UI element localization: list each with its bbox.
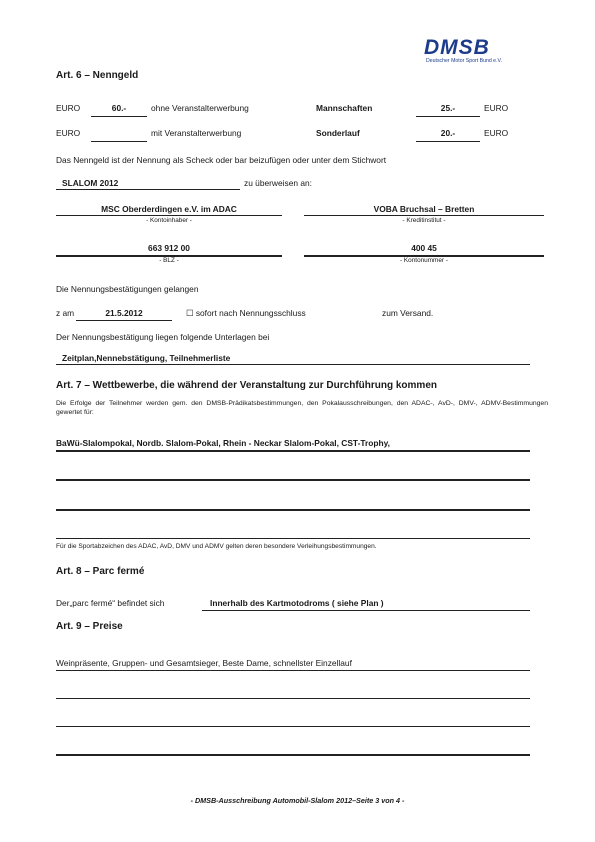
immediate-checkbox[interactable]: ☐ sofort nach Nennungsschluss bbox=[186, 308, 306, 318]
account-holder-underline bbox=[56, 215, 282, 216]
parc-ferme-label: Der„parc fermé“ befindet sich bbox=[56, 598, 165, 608]
keyword-underline bbox=[56, 189, 240, 190]
parc-ferme-value[interactable]: Innerhalb des Kartmotodroms ( siehe Plan ) bbox=[210, 598, 384, 608]
entry-fee-ad-underline bbox=[91, 141, 147, 142]
special-run-value[interactable]: 20.- bbox=[440, 128, 456, 138]
blz-label: - BLZ - bbox=[159, 257, 179, 264]
bank-value[interactable]: VOBA Bruchsal – Bretten bbox=[373, 204, 475, 214]
entry-fee-desc: ohne Veranstalterwerbung bbox=[151, 103, 249, 113]
art7-footnote: Für die Sportabzeichen des ADAC, AvD, DMV und ADMV gelten deren besondere Verleihungsbestimmungen. bbox=[56, 543, 377, 550]
teams-label: Mannschaften bbox=[316, 103, 373, 113]
dispatch-date-value[interactable]: 21.5.2012 bbox=[105, 308, 143, 318]
prizes-line-1 bbox=[56, 670, 530, 671]
bank-label: - Kreditinstitut - bbox=[402, 217, 446, 224]
docs-underline bbox=[56, 364, 530, 365]
keyword-value[interactable]: SLALOM 2012 bbox=[62, 178, 119, 188]
bank-underline bbox=[304, 215, 544, 216]
teams-fee-value[interactable]: 25.- bbox=[440, 103, 456, 113]
payment-text: Das Nenngeld ist der Nennung als Scheck oder bar beizufügen oder unter dem Stichwort bbox=[56, 155, 387, 165]
art9-heading: Art. 9 – Preise bbox=[56, 621, 123, 632]
art7-line-2 bbox=[56, 479, 530, 481]
teams-fee-underline bbox=[416, 116, 480, 117]
account-number-label: - Kontonummer - bbox=[400, 257, 448, 264]
art7-line-1 bbox=[56, 450, 530, 452]
art8-heading: Art. 8 – Parc fermé bbox=[56, 566, 145, 577]
dispatch-text: zum Versand. bbox=[382, 308, 434, 318]
parc-ferme-underline bbox=[202, 610, 530, 611]
prizes-line-3 bbox=[56, 726, 530, 727]
art7-intro: Die Erfolge der Teilnehmer werden gem. den DMSB-Prädikatsbestimmungen, den Pokalausschreibungen, den ADAC-, AvD-, DMV-, ADMV-Bestimmungen gewertet für: bbox=[56, 400, 548, 416]
entry-fee-ad-desc: mit Veranstalterwerbung bbox=[151, 128, 242, 138]
special-run-underline bbox=[416, 141, 480, 142]
dispatch-date-underline bbox=[76, 320, 172, 321]
teams-fee-unit: EURO bbox=[484, 103, 509, 113]
confirm-text: Die Nennungsbestätigungen gelangen bbox=[56, 284, 199, 294]
docs-text: Der Nennungsbestätigung liegen folgende Unterlagen bei bbox=[56, 332, 270, 342]
account-number-value[interactable]: 400 45 bbox=[411, 243, 437, 253]
dmsb-logo: DMSB bbox=[424, 36, 490, 59]
entry-fee-value[interactable]: 60.- bbox=[111, 103, 127, 113]
special-run-label: Sonderlauf bbox=[316, 128, 360, 138]
prizes-line-2 bbox=[56, 698, 530, 699]
row2-euro-label: EURO bbox=[56, 128, 81, 138]
entry-fee-underline bbox=[91, 116, 147, 117]
art7-heading: Art. 7 – Wettbewerbe, die während der Veranstaltung zur Durchführung kommen bbox=[56, 380, 437, 391]
row1-euro-label: EURO bbox=[56, 103, 81, 113]
art7-line-3 bbox=[56, 509, 530, 511]
art7-line-4 bbox=[56, 538, 530, 539]
art7-value[interactable]: BaWü-Slalompokal, Nordb. Slalom-Pokal, Rhein - Neckar Slalom-Pokal, CST-Trophy, bbox=[56, 438, 390, 448]
prizes-line-4 bbox=[56, 754, 530, 756]
z-am-label: z am bbox=[56, 308, 75, 318]
dmsb-logo-tagline: Deutscher Motor Sport Bund e.V. bbox=[426, 58, 502, 64]
special-run-unit: EURO bbox=[484, 128, 509, 138]
prizes-value[interactable]: Weinpräsente, Gruppen- und Gesamtsieger, Beste Dame, schnellster Einzellauf bbox=[56, 658, 352, 668]
page-footer: - DMSB-Ausschreibung Automobil-Slalom 2012–Seite 3 von 4 - bbox=[190, 796, 405, 805]
art6-heading: Art. 6 – Nenngeld bbox=[56, 70, 139, 81]
account-holder-label: - Kontoinhaber - bbox=[146, 217, 192, 224]
transfer-text: zu überweisen an: bbox=[244, 178, 312, 188]
docs-value[interactable]: Zeitplan,Nennebstätigung, Teilnehmerliste bbox=[62, 353, 231, 363]
account-holder-value[interactable]: MSC Oberderdingen e.V. im ADAC bbox=[101, 204, 237, 214]
blz-value[interactable]: 663 912 00 bbox=[148, 243, 190, 253]
